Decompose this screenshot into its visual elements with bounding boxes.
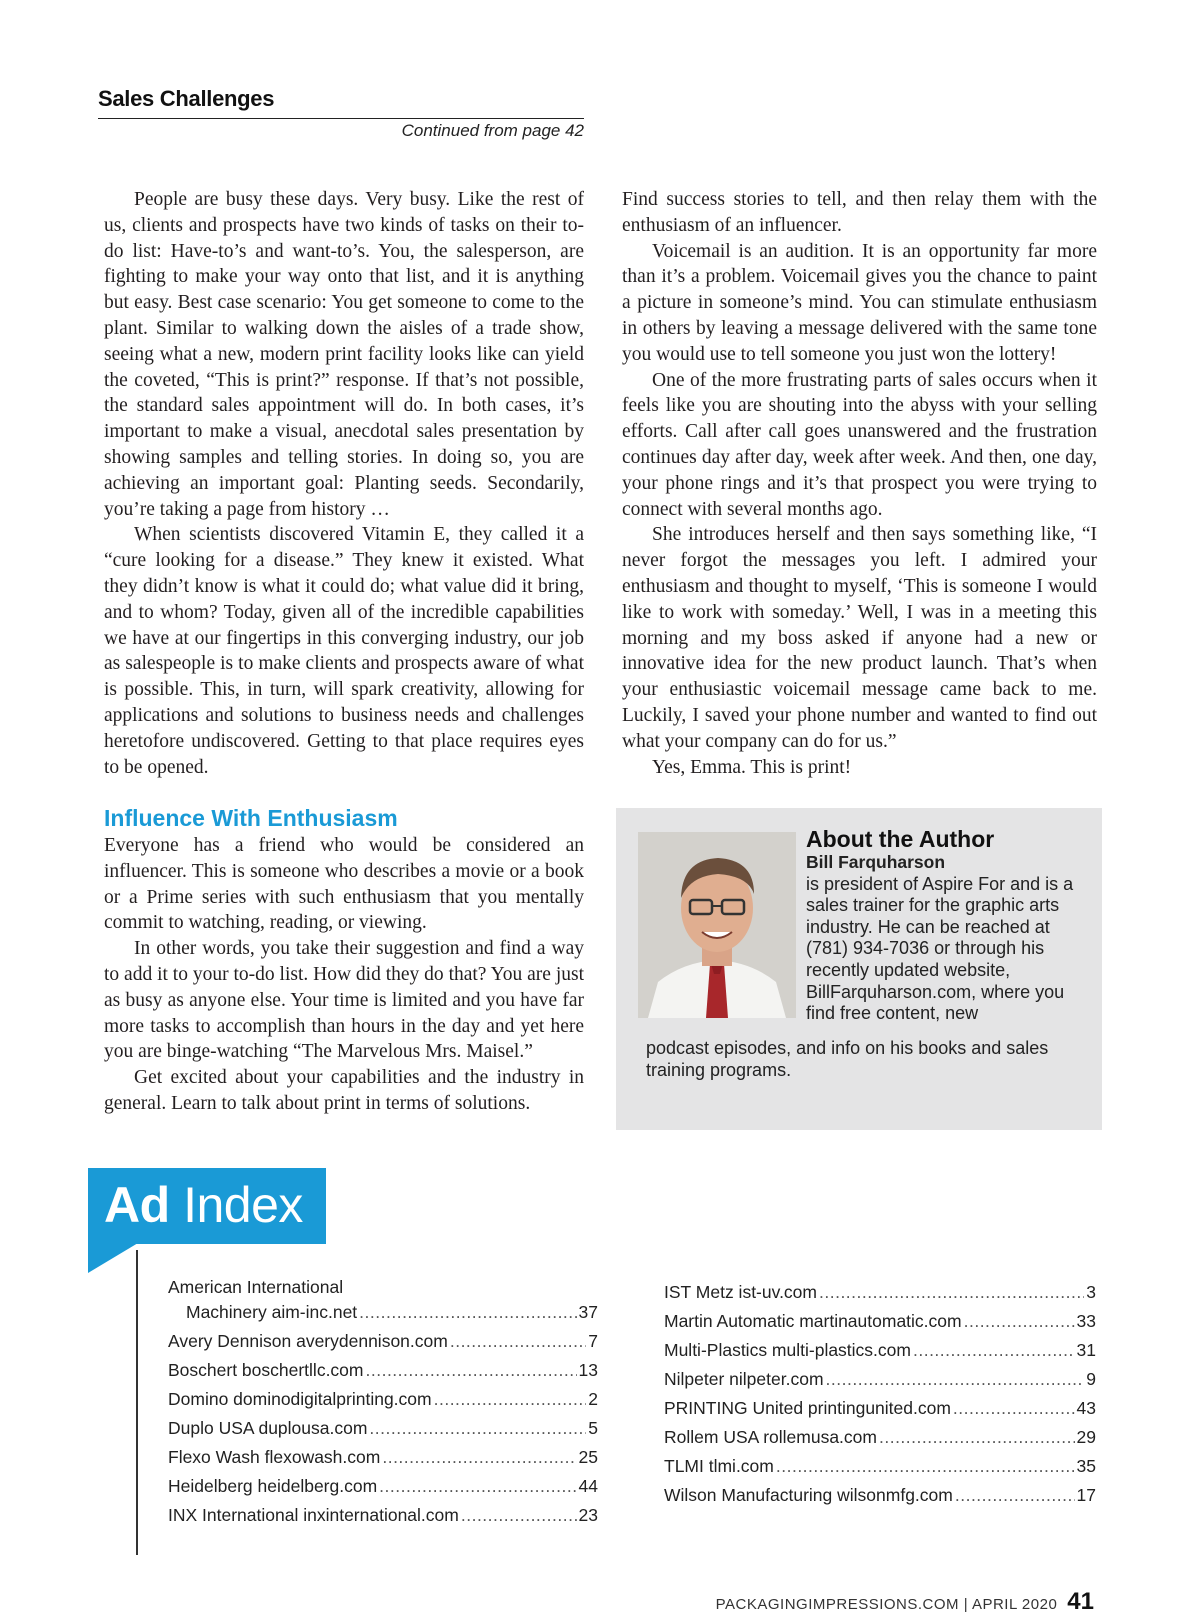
dot-leader bbox=[955, 1481, 1075, 1510]
article-paragraph: Voicemail is an audition. It is an opportunity far more than it’s a problem. Voicemail gives you the chance to paint a picture in someone’s mind. You can stimulate enthusiasm in others by leaving a message delivered with the same tone you would use to tell someone you just won the lottery! bbox=[622, 240, 1097, 365]
ad-index-entry-page: 25 bbox=[578, 1447, 598, 1467]
ad-index-entry-name: Rollem USA rollemusa.com bbox=[664, 1427, 877, 1447]
ad-index-entry-page: 31 bbox=[1076, 1340, 1096, 1360]
ad-index-rule bbox=[136, 1250, 138, 1555]
ad-index-entry bbox=[168, 1356, 598, 1385]
dot-leader bbox=[964, 1307, 1075, 1336]
ad-index-entry-name: IST Metz ist-uv.com bbox=[664, 1282, 817, 1302]
dot-leader bbox=[369, 1414, 586, 1443]
ad-index-entry-name: TLMI tlmi.com bbox=[664, 1456, 774, 1476]
ad-index-entry-page: 9 bbox=[1086, 1369, 1096, 1389]
ad-index-entry-page: 43 bbox=[1076, 1398, 1096, 1418]
ad-index-title-bold: Ad bbox=[104, 1177, 170, 1233]
ad-index-entry-page: 7 bbox=[588, 1331, 598, 1351]
ad-index-entry-page: 35 bbox=[1076, 1456, 1096, 1476]
ad-index-entry bbox=[168, 1327, 598, 1356]
dot-leader bbox=[366, 1356, 577, 1385]
article-paragraph: People are busy these days. Very busy. Like the rest of us, clients and prospects have two kinds of tasks on their to-do list: Have-to’s and want-to’s. You, the salesperson, are fighting to make your way onto that list, and it is anything but easy. Best case scenario: You get someone to come to the plant. Similar to walking down the aisles of a trade show, seeing what a new, modern print facility looks like can yield the coveted, “This is print?” response. If that’s not possible, the standard sales appointment will do. In both cases, it’s important to make a visual, anecdotal sales presentation by showing samples and telling stories. In doing so, you are achieving an important goal: Planting seeds. Secondarily, you’re taking a page from history … bbox=[104, 189, 584, 520]
dot-leader bbox=[953, 1394, 1075, 1423]
ad-index-entry bbox=[664, 1336, 1096, 1365]
dot-leader bbox=[776, 1452, 1075, 1481]
dot-leader bbox=[879, 1423, 1075, 1452]
about-author-box bbox=[616, 808, 1102, 1130]
ad-index-entry-name: Flexo Wash flexowash.com bbox=[168, 1447, 381, 1467]
ad-index-title-light: Index bbox=[183, 1177, 303, 1233]
ad-index-entry-name: Martin Automatic martinautomatic.com bbox=[664, 1311, 962, 1331]
ad-index-entry-name: INX International inxinternational.com bbox=[168, 1505, 459, 1525]
dot-leader bbox=[379, 1472, 576, 1501]
ad-index-title bbox=[104, 1170, 303, 1240]
author-heading: About the Author bbox=[806, 826, 995, 852]
author-text bbox=[806, 826, 1086, 1025]
ad-index-entry-page: 13 bbox=[578, 1360, 598, 1380]
article-left-column bbox=[104, 187, 584, 780]
ad-index-entry-page: 5 bbox=[588, 1418, 598, 1438]
section-title: Sales Challenges bbox=[98, 86, 275, 111]
ad-index-entry-page: 2 bbox=[588, 1389, 598, 1409]
ad-index-entry-page: 33 bbox=[1076, 1311, 1096, 1331]
dot-leader bbox=[450, 1327, 586, 1356]
dot-leader bbox=[434, 1385, 587, 1414]
dot-leader bbox=[819, 1278, 1084, 1307]
article-paragraph: Yes, Emma. This is print! bbox=[652, 756, 852, 778]
article-paragraph: One of the more frustrating parts of sales occurs when it feels like you are shouting into the abyss with your selling efforts. Call after call goes unanswered and the frustration continues day after day, week after week. And then, one day, your phone rings and it’s that prospect you were trying to connect with several months ago. bbox=[622, 369, 1097, 520]
article-right-column bbox=[622, 187, 1097, 780]
continued-from-label: Continued from page 42 bbox=[401, 121, 584, 140]
ad-index-entry bbox=[168, 1277, 598, 1327]
ad-index-entry bbox=[168, 1385, 598, 1414]
page-number: 41 bbox=[1067, 1588, 1094, 1615]
ad-index-entry-name: Wilson Manufacturing wilsonmfg.com bbox=[664, 1485, 953, 1505]
ad-index-entry-page: 17 bbox=[1076, 1485, 1096, 1505]
author-name: Bill Farquharson bbox=[806, 852, 946, 872]
ad-index-entry bbox=[664, 1278, 1096, 1307]
ad-index-entry bbox=[664, 1481, 1096, 1510]
ad-index-entry-name: Duplo USA duplousa.com bbox=[168, 1418, 368, 1438]
ad-index-entry-name: Nilpeter nilpeter.com bbox=[664, 1369, 824, 1389]
ad-index-entry-page: 29 bbox=[1076, 1427, 1096, 1447]
ad-index-entry bbox=[168, 1414, 598, 1443]
ad-index-entry-name: Multi-Plastics multi-plastics.com bbox=[664, 1340, 911, 1360]
dot-leader bbox=[461, 1501, 577, 1530]
article-left-column-2 bbox=[104, 833, 584, 1117]
ad-index-entry bbox=[168, 1501, 598, 1530]
ad-index-entry bbox=[664, 1307, 1096, 1336]
dot-leader bbox=[913, 1336, 1075, 1365]
ad-index-entry-name: Domino dominodigitalprinting.com bbox=[168, 1389, 432, 1409]
ad-index-entry-page: 23 bbox=[578, 1505, 598, 1525]
ad-index-entry-name: Avery Dennison averydennison.com bbox=[168, 1331, 448, 1351]
article-paragraph: When scientists discovered Vitamin E, they called it a “cure looking for a disease.” They knew it existed. What they didn’t know is what it could do; what value did it bring, and to whom? Today, given all of the incredible capabilities we have at our fingertips in this converging industry, our job as salespeople is to make clients and prospects aware of what is possible. This, in turn, will spark creativity, allowing for applications and solutions to business needs and challenges heretofore undiscovered. Getting to that place requires eyes to be opened. bbox=[104, 524, 584, 778]
ad-index-entry bbox=[168, 1472, 598, 1501]
footer-publication-text: PACKAGINGIMPRESSIONS.COM | APRIL 2020 bbox=[715, 1596, 1058, 1613]
article-paragraph: Get excited about your capabilities and the industry in general. Learn to talk about print in terms of solutions. bbox=[104, 1067, 584, 1114]
ad-index-entry-page: 3 bbox=[1086, 1282, 1096, 1302]
influence-subheading: Influence With Enthusiasm bbox=[104, 805, 398, 831]
dot-leader bbox=[382, 1443, 576, 1472]
author-bio: is president of Aspire For and is a sales trainer for the graphic arts industry. He can be reached at (781) 934-7036 or through his recently updated website, BillFarquharson.com, where you find free content, new bbox=[806, 873, 1074, 1024]
dot-leader bbox=[359, 1298, 576, 1327]
ad-index-right-list bbox=[664, 1278, 1096, 1510]
ad-index-entry-page: 44 bbox=[578, 1476, 598, 1496]
ad-index-entry-name: PRINTING United printingunited.com bbox=[664, 1398, 951, 1418]
ad-index-entry bbox=[664, 1365, 1096, 1394]
dot-leader bbox=[826, 1365, 1085, 1394]
author-portrait-icon bbox=[638, 832, 796, 1018]
ad-index-entry bbox=[664, 1452, 1096, 1481]
header-rule bbox=[98, 118, 584, 119]
article-paragraph: She introduces herself and then says something like, “I never forgot the messages you left. I admired your enthusiasm and thought to myself, ‘This is someone I would like to work with someday.’ Well, I was in a meeting this morning and my boss asked if anyone had a new or innovative idea for the new product launch. That’s when your enthusiastic voicemail message came back to me. Luckily, I saved your phone number and wanted to find out what your company can do for us.” bbox=[622, 524, 1097, 752]
page-footer bbox=[716, 1588, 1094, 1616]
ad-index-left-list bbox=[168, 1277, 598, 1530]
ad-index-entry-name: Machinery aim-inc.net bbox=[186, 1302, 358, 1322]
article-paragraph: Everyone has a friend who would be considered an influencer. This is someone who describes a movie or a book or a Prime series with such enthusiasm that you mentally commit to watching, reading, or viewing. bbox=[104, 835, 584, 934]
author-bio-continued: podcast episodes, and info on his books and sales training programs. bbox=[646, 1038, 1049, 1080]
ad-index-entry bbox=[664, 1423, 1096, 1452]
author-photo bbox=[638, 832, 796, 1018]
ad-index-entry-name: Boschert boschertllc.com bbox=[168, 1360, 364, 1380]
ad-index-entry bbox=[664, 1394, 1096, 1423]
ad-index-entry-name-line1: American International bbox=[168, 1277, 344, 1297]
article-paragraph: In other words, you take their suggestion and find a way to add it to your to-do list. How did they do that? You are just as busy as anyone else. Your time is limited and you have far more tasks to accomplish than hours in the day and yet here you are binge-watching “The Marvelous Mrs. Maisel.” bbox=[104, 938, 584, 1063]
article-paragraph: Find success stories to tell, and then relay them with the enthusiasm of an influencer. bbox=[622, 189, 1097, 236]
ad-index-entry bbox=[168, 1443, 598, 1472]
ad-index-entry-page: 37 bbox=[578, 1302, 598, 1322]
ad-index-tab-notch bbox=[88, 1243, 138, 1273]
ad-index-entry-name: Heidelberg heidelberg.com bbox=[168, 1476, 378, 1496]
